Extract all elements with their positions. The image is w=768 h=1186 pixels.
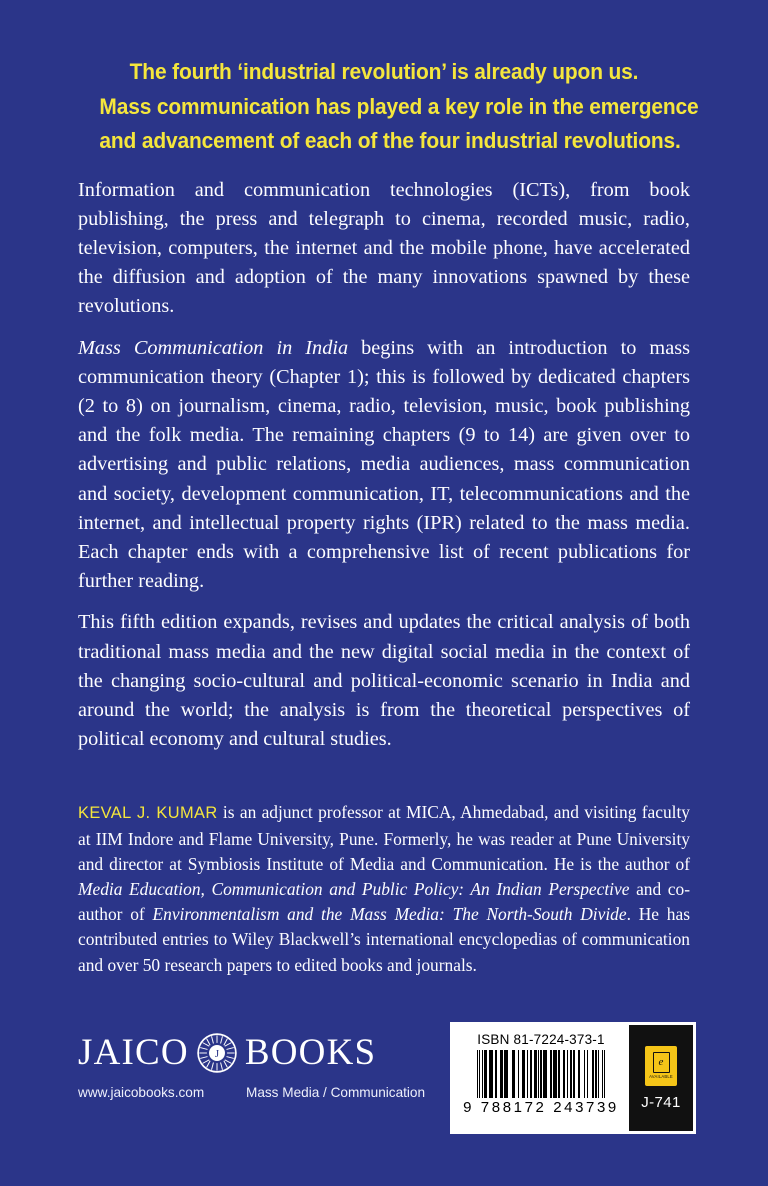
headline-line-1: The fourth ‘industrial revolution’ is already upon us. xyxy=(129,59,639,84)
ean-digits: 9 788172 243739 xyxy=(463,1099,619,1116)
svg-text:J: J xyxy=(214,1047,219,1060)
publisher-logo xyxy=(78,1030,438,1076)
publisher-subline xyxy=(78,1085,438,1100)
blurb-paragraph-3: This fifth edition expands, revises and updates the critical analysis of both traditional mass media and the new digital social media in the context of the changing socio-cultural and political-economic scenario in India and around the world; the analysis is from the theoretical perspectives of political economy and cultural studies. xyxy=(78,611,690,751)
ebook-available-badge xyxy=(645,1046,677,1086)
bio-segment-2: and co-author of xyxy=(78,878,690,925)
headline-line-2: Mass communication has played a key role in the emergence xyxy=(99,93,699,119)
isbn-text: ISBN 81-7224-373-1 xyxy=(477,1032,605,1047)
cover-footer xyxy=(78,1022,696,1134)
headline-line-3: and advancement of each of the four industrial revolutions. xyxy=(99,128,681,153)
catalog-code: J-741 xyxy=(641,1093,681,1111)
publisher-name-part-2: BOOKS xyxy=(244,1032,377,1073)
authored-book-title-1: Media Education, Communication and Public Policy: An Indian Perspective xyxy=(78,878,630,899)
book-category: Mass Media / Communication xyxy=(246,1085,426,1100)
ebook-badge-note: AVAILABLE xyxy=(649,1074,673,1080)
jaico-sunburst-icon xyxy=(196,1032,238,1074)
blurb-paragraph-1: Information and communication technologies (ICTs), from book publishing, the press and telegraph to cinema, recorded music, radio, television, computers, the internet and the mobile phone, have accelerated the diffusion and adoption of the many innovations spawned by these revolutions. xyxy=(78,178,690,318)
barcode-area xyxy=(453,1025,629,1131)
blurb-paragraph-2-rest: begins with an introduction to mass communication theory (Chapter 1); this is followed by dedicated chapters (2 to 8) on journalism, cinema, radio, television, music, book publishing and the folk media. The remaining chapters (9 to 14) are given over to advertising and public relations, media audiences, mass communication and society, development communication, IT, telecommunications and the internet, and intellectual property rights (IPR) related to the mass media. Each chapter ends with a comprehensive list of recent publications for further reading. xyxy=(78,336,690,593)
publisher-name-part-1: JAICO xyxy=(78,1032,189,1073)
bio-segment-1: is an adjunct professor at MICA, Ahmedabad, and visiting faculty at IIM Indore and Flame University, Pune. Formerly, he was reader at Pune University and director at Symbiosis Institute of Media and Communication. He is the author of xyxy=(78,802,690,874)
book-title-italic: Mass Communication in India xyxy=(78,336,349,359)
bio-segment-3: . He has contributed entries to Wiley Blackwell’s international encyclopedias of communication and over 50 research papers to edited books and journals. xyxy=(78,904,690,975)
author-bio xyxy=(78,800,690,977)
blurb-section xyxy=(78,176,690,755)
blurb-paragraph-2 xyxy=(78,334,690,597)
barcode-block xyxy=(450,1022,696,1134)
publisher-block xyxy=(78,1030,438,1100)
ebook-icon xyxy=(653,1052,670,1073)
headline-block xyxy=(99,0,699,159)
ebook-badge-letter: e xyxy=(658,1055,664,1068)
author-name: KEVAL J. KUMAR xyxy=(78,804,218,823)
ebook-panel xyxy=(629,1025,693,1131)
barcode-bars xyxy=(477,1050,606,1098)
authored-book-title-2: Environmentalism and the Mass Media: The North-South Divide xyxy=(152,904,627,925)
publisher-website[interactable]: www.jaicobooks.com xyxy=(78,1085,205,1100)
